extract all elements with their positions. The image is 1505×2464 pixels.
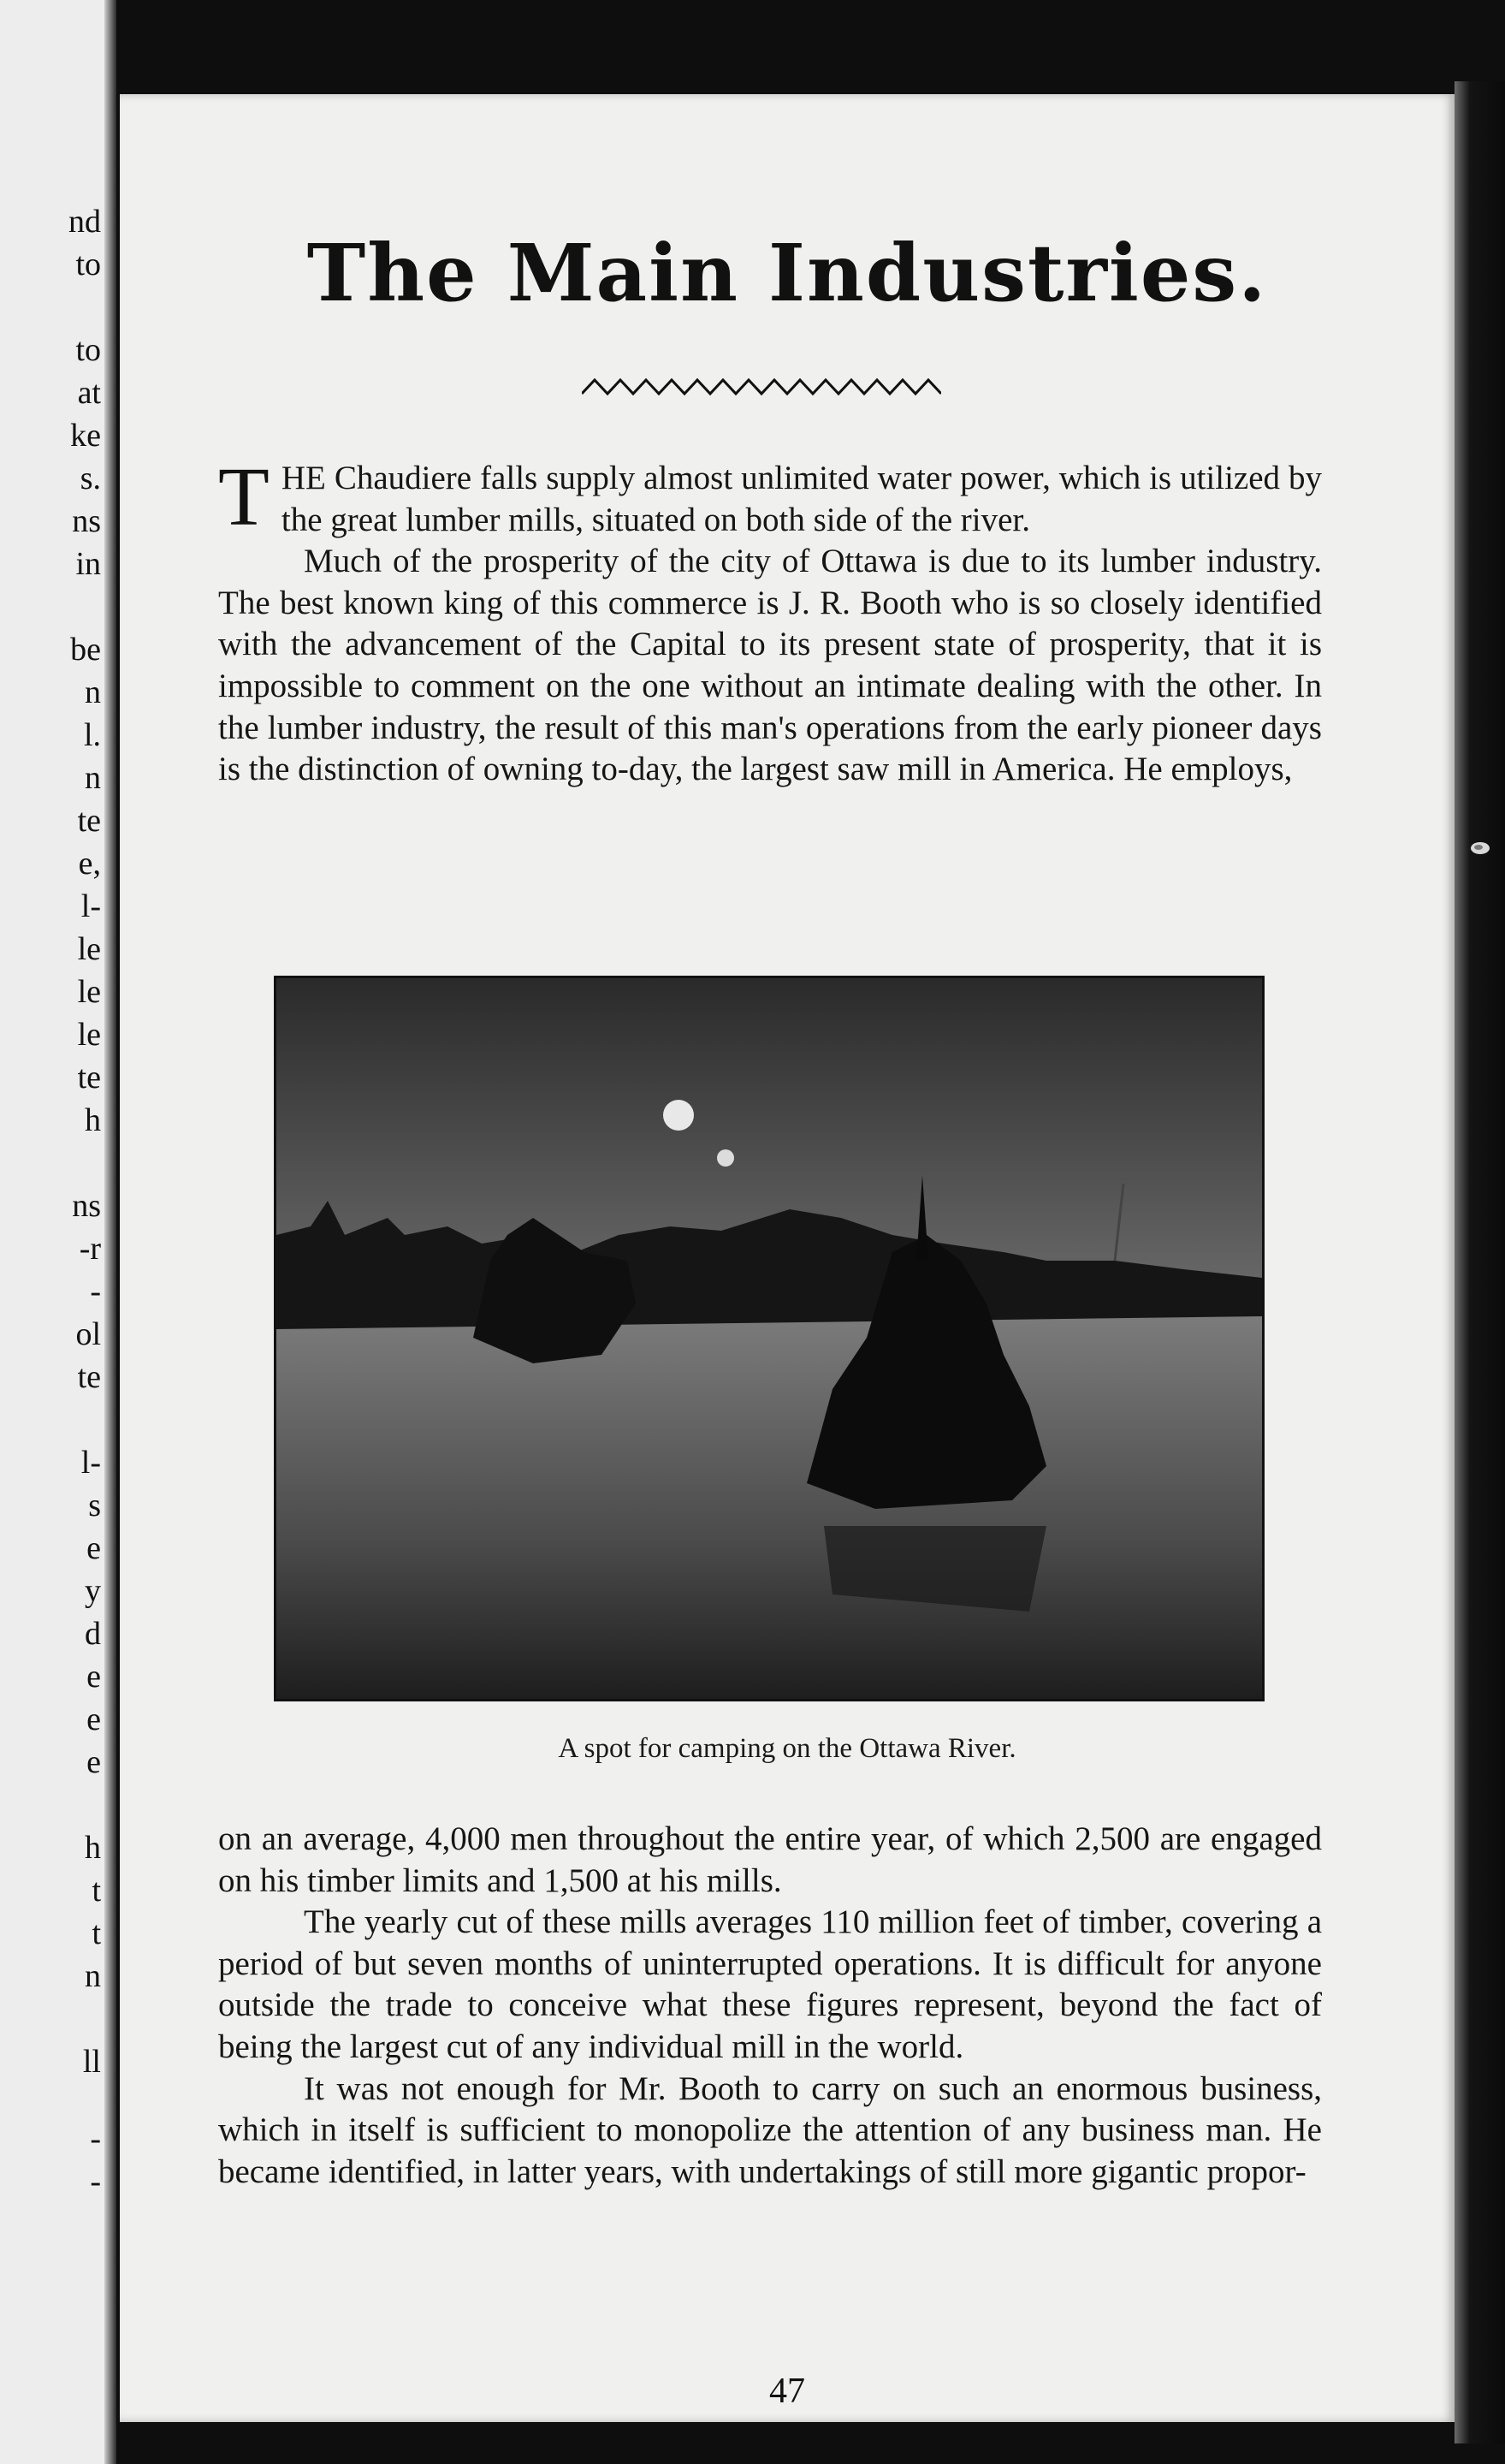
left-page-fragment: e,: [78, 846, 101, 882]
right-page-edge: [1455, 81, 1505, 2443]
left-page-fragment: in: [75, 546, 101, 582]
left-page-fragment: -: [90, 1274, 101, 1309]
article-text-bottom: [218, 1819, 1322, 2193]
left-page-fragment: s.: [80, 460, 101, 496]
left-page-fragment: to: [75, 246, 101, 282]
left-page-fragment: e: [86, 1744, 101, 1780]
left-page-fragment: be: [70, 632, 101, 668]
left-page-fragment: d: [85, 1616, 101, 1652]
left-page-fragment: ll: [82, 2044, 101, 2080]
photo-caption: A spot for camping on the Ottawa River.: [558, 1733, 1016, 1764]
left-page-fragment: le: [77, 1017, 101, 1053]
left-page-fragment: to: [75, 332, 101, 368]
left-page-fragment: e: [86, 1659, 101, 1695]
left-page-fragment: -: [90, 2121, 101, 2157]
paragraph-yearly-cut: The yearly cut of these mills averages 110 million feet of timber, covering a period of but seven months of uninterrupted operations. It is difficult for anyone outside the trade to conceive what these figures represent, beyond the fact of being the largest cut of any individual mill in the world.: [218, 1903, 1322, 2065]
left-page-fragment: t: [92, 1915, 101, 1951]
left-page-fragment: t: [92, 1873, 101, 1909]
left-page-fragment: le: [77, 931, 101, 967]
left-page-fragment: l.: [83, 717, 101, 753]
left-page-fragment: n: [85, 1958, 101, 1994]
left-page-fragment: n: [85, 674, 101, 710]
photograph-ottawa-river: [274, 976, 1265, 1701]
paragraph-booth-enterprises: It was not enough for Mr. Booth to carry on such an enormous business, which in itself is sufficient to monopolize the attention of any business man. He became identified, in latter years, with undertakings of still more gigantic propor-: [218, 2069, 1322, 2190]
paragraph-intro-text: HE Chaudiere falls supply almost unlimited water power, which is utilized by the great lumber mills, situated on both side of the river.: [281, 460, 1322, 538]
left-page-fragment: ns: [72, 1188, 101, 1224]
book-spine: [104, 0, 116, 2464]
left-page-fragment: te: [77, 803, 101, 839]
left-page-fragment: le: [77, 974, 101, 1010]
left-page-fragment: ns: [72, 503, 101, 539]
left-page-fragment: ol: [75, 1316, 101, 1352]
left-page-fragment: nd: [68, 204, 101, 240]
left-page-fragment: e: [86, 1530, 101, 1566]
drop-cap: T: [218, 451, 270, 543]
left-page-fragment: -: [90, 2164, 101, 2200]
river-landscape-image: [276, 978, 1262, 1699]
left-page-fragment: h: [85, 1102, 101, 1138]
left-page-fragment: at: [77, 375, 101, 411]
paper-speck-icon: [1467, 839, 1493, 858]
left-page-fragment: ke: [70, 418, 101, 454]
left-page-fragment: y: [85, 1573, 101, 1609]
left-page-fragment: l-: [80, 888, 101, 924]
left-page-fragment: te: [77, 1359, 101, 1395]
left-page-fragment: h: [85, 1830, 101, 1866]
paragraph-intro: [218, 451, 1322, 543]
left-page-fragment: -r: [79, 1231, 101, 1267]
decorative-zigzag-rule: [582, 377, 941, 397]
left-page-fragment: e: [86, 1701, 101, 1737]
left-page-fragment: l-: [80, 1445, 101, 1481]
paragraph-employees: on an average, 4,000 men throughout the entire year, of which 2,500 are engaged on his timber limits and 1,500 at his mills.: [218, 1820, 1322, 1899]
left-page-fragment: te: [77, 1060, 101, 1095]
paragraph-lumber-industry: Much of the prosperity of the city of Ottawa is due to its lumber industry. The best known king of this commerce is J. R. Booth who is so closely identified with the advancement of the Capital to its present state of prosperity, that it is impossible to comment on the one without an intimate dealing with the other. In the lumber industry, the result of this man's operations from the early pioneer days is the distinction of owning to-day, the largest saw mill in America. He employs,: [218, 543, 1322, 788]
page-number: 47: [769, 2372, 805, 2411]
article-text-top: [218, 451, 1322, 791]
book-page: [120, 94, 1455, 2422]
page-title: The Main Industries.: [306, 227, 1268, 319]
left-page-fragment: n: [85, 760, 101, 796]
left-page-fragment: s: [88, 1487, 101, 1523]
